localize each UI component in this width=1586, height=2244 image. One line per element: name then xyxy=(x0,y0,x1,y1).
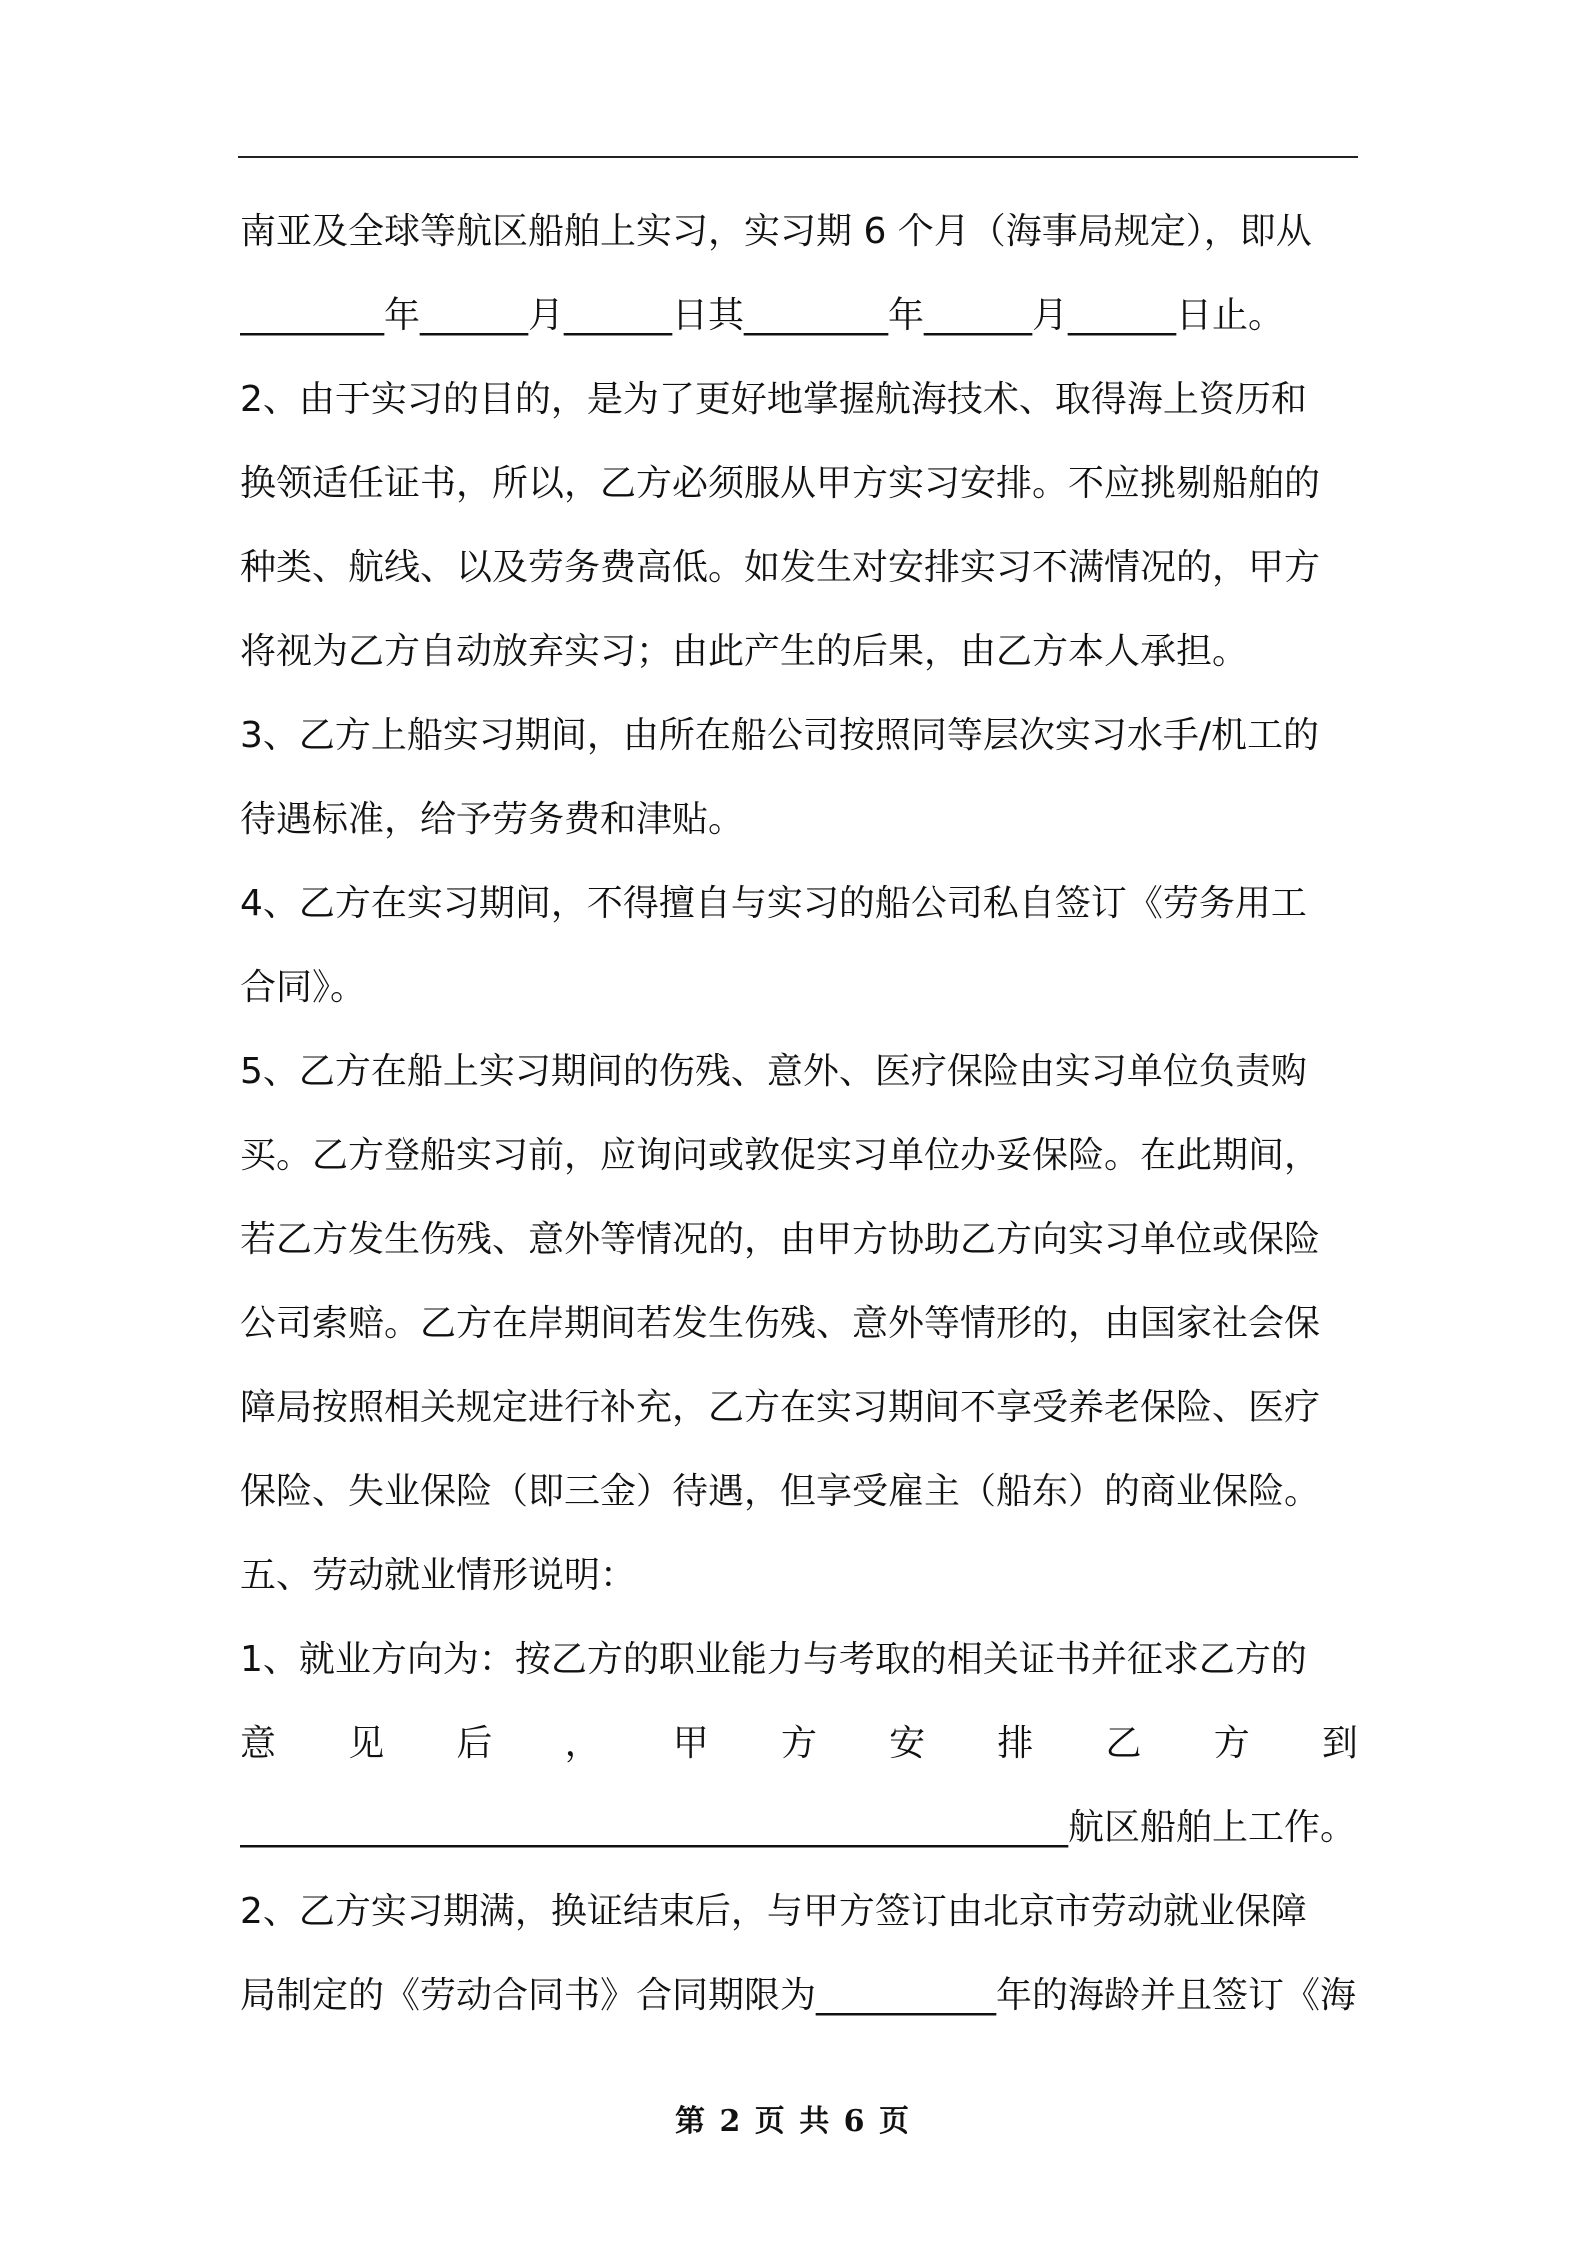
text-line: 2、乙方实习期满，换证结束后，与甲方签订由北京市劳动就业保障 xyxy=(240,1891,1307,1932)
text-line: 1、就业方向为：按乙方的职业能力与考取的相关证书并征求乙方的 xyxy=(240,1639,1307,1680)
text-line: 待遇标准，给予劳务费和津贴。 xyxy=(240,799,745,840)
spaced-char: 意 xyxy=(240,1723,277,1764)
text-line: 5、乙方在船上实习期间的伤残、意外、医疗保险由实习单位负责购 xyxy=(240,1051,1307,1092)
text-line: 买。乙方登船实习前，应询问或敦促实习单位办妥保险。在此期间， xyxy=(240,1135,1321,1176)
spaced-char: 方 xyxy=(1213,1723,1250,1764)
text-line: 2、由于实习的目的，是为了更好地掌握航海技术、取得海上资历和 xyxy=(240,379,1307,420)
spaced-char: 方 xyxy=(780,1723,817,1764)
spaced-char: 安 xyxy=(889,1723,926,1764)
text-line: 障局按照相关规定进行补充，乙方在实习期间不享受养老保险、医疗 xyxy=(240,1387,1321,1428)
spaced-char: 见 xyxy=(348,1723,385,1764)
section-heading: 五、劳动就业情形说明： xyxy=(240,1555,637,1596)
document-body xyxy=(240,190,1358,2038)
text-line: 种类、航线、以及劳务费高低。如发生对安排实习不满情况的，甲方 xyxy=(240,547,1321,588)
page-number: 第 2 页 共 6 页 xyxy=(675,2104,911,2139)
text-line: 南亚及全球等航区船舶上实习，实习期 6 个月（海事局规定），即从 xyxy=(240,211,1312,252)
spaced-char: 到 xyxy=(1321,1723,1358,1764)
text-line: 合同》。 xyxy=(240,967,367,1008)
spaced-char: 乙 xyxy=(1105,1723,1142,1764)
spaced-char: 排 xyxy=(997,1723,1034,1764)
text-line: 3、乙方上船实习期间，由所在船公司按照同等层次实习水手/机工的 xyxy=(240,715,1320,756)
text-line: 4、乙方在实习期间，不得擅自与实习的船公司私自签订《劳务用工 xyxy=(240,883,1307,924)
text-line: 局制定的《劳动合同书》合同期限为__________年的海龄并且签订《海 xyxy=(240,1975,1357,2016)
spaced-char: ， xyxy=(564,1723,601,1764)
text-line: 若乙方发生伤残、意外等情况的，由甲方协助乙方向实习单位或保险 xyxy=(240,1219,1321,1260)
spaced-text-line xyxy=(240,1702,1358,1786)
text-line: 保险、失业保险（即三金）待遇，但享受雇主（船东）的商业保险。 xyxy=(240,1471,1321,1512)
text-line: 将视为乙方自动放弃实习；由此产生的后果，由乙方本人承担。 xyxy=(240,631,1249,672)
header-rule xyxy=(238,156,1358,158)
text-line: ________年______月______日其________年______月______日止。 xyxy=(240,295,1284,336)
text-line: 公司索赔。乙方在岸期间若发生伤残、意外等情形的，由国家社会保 xyxy=(240,1303,1321,1344)
text-line: ______________________________________________航区船舶上工作。 xyxy=(240,1807,1357,1848)
text-line: 换领适任证书，所以，乙方必须服从甲方实习安排。不应挑剔船舶的 xyxy=(240,463,1321,504)
spaced-char: 甲 xyxy=(672,1723,709,1764)
spaced-char: 后 xyxy=(456,1723,493,1764)
